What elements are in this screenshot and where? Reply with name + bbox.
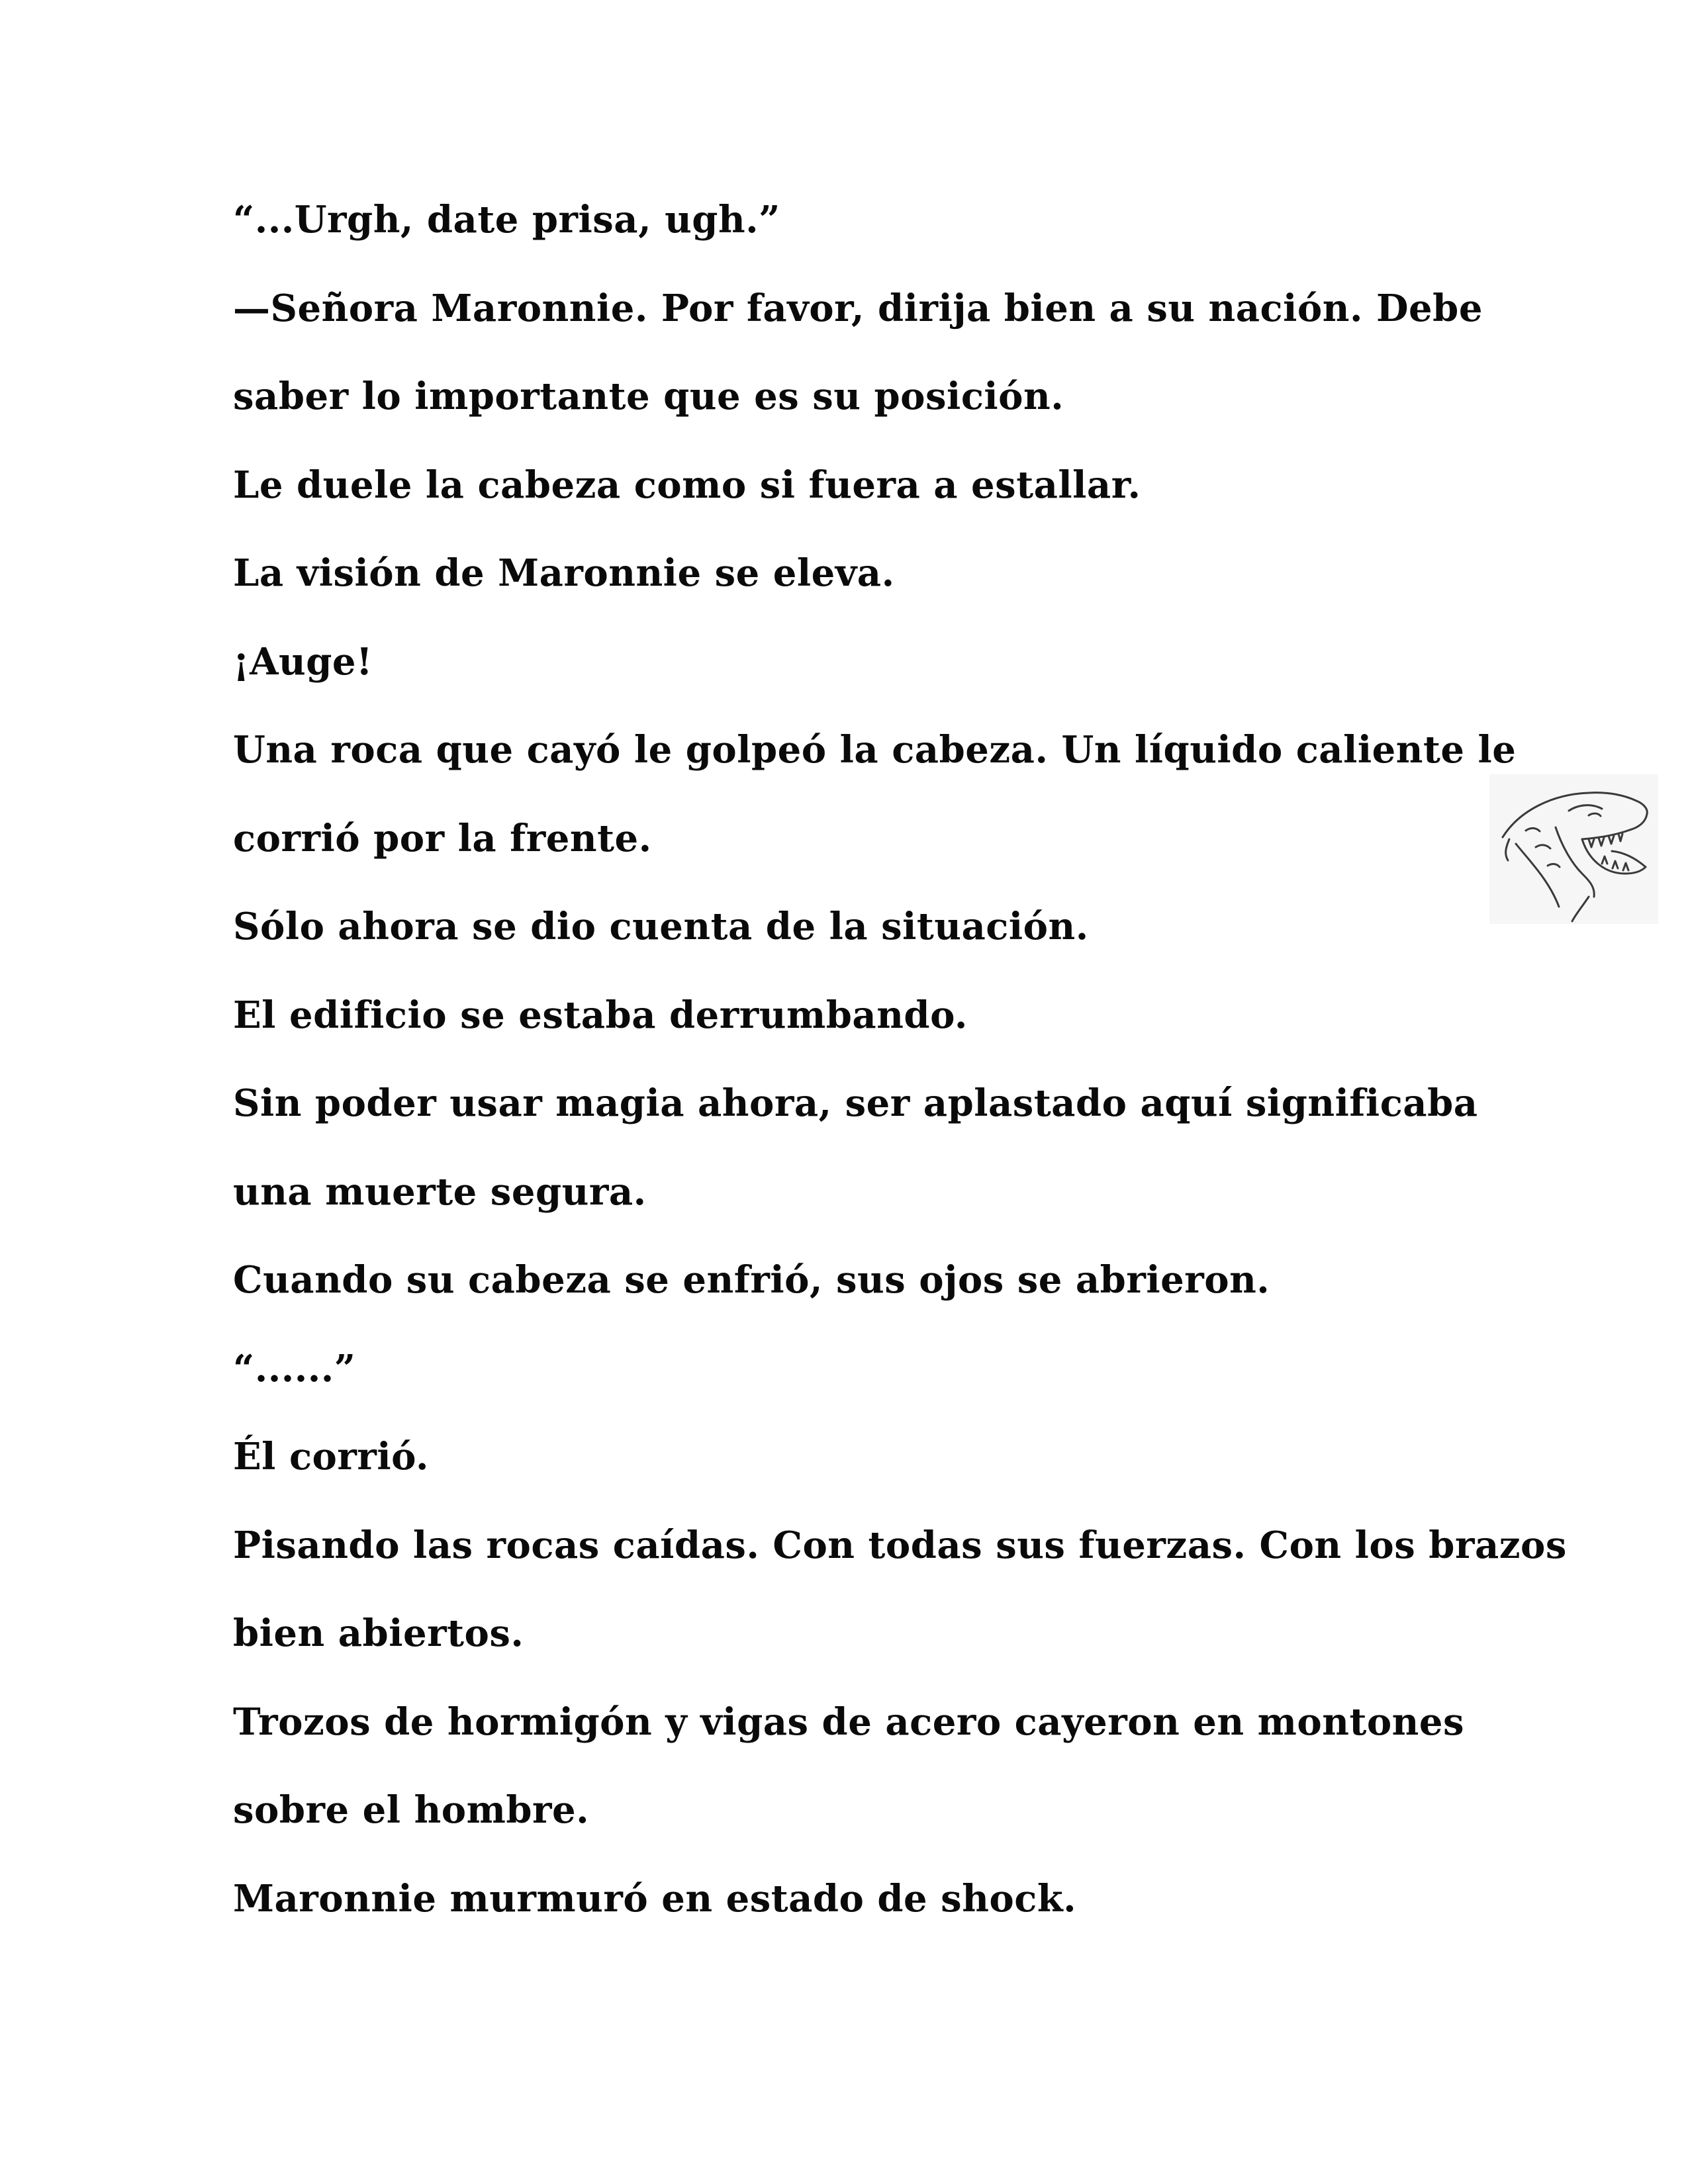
document-body xyxy=(233,198,1567,1966)
text-line: saber lo importante que es su posición. xyxy=(233,375,1064,418)
dinosaur-head-icon xyxy=(1489,774,1658,924)
text-line: bien abiertos. xyxy=(233,1612,524,1655)
text-line: Maronnie murmuró en estado de shock. xyxy=(233,1876,1077,1921)
text-line: Le duele la cabeza como si fuera a estallar. xyxy=(233,463,1141,507)
text-line: Sin poder usar magia ahora, ser aplastado aquí significaba xyxy=(233,1081,1478,1125)
text-line: Sólo ahora se dio cuenta de la situación. xyxy=(233,905,1089,948)
text-line: Pisando las rocas caídas. Con todas sus fuerzas. Con los brazos xyxy=(233,1523,1567,1567)
text-line: corrió por la frente. xyxy=(233,816,652,860)
text-line: sobre el hombre. xyxy=(233,1788,590,1832)
text-line: Cuando su cabeza se enfrió, sus ojos se abrieron. xyxy=(233,1258,1270,1302)
text-line: “......” xyxy=(233,1346,356,1390)
text-line: Una roca que cayó le golpeó la cabeza. Un líquido caliente le xyxy=(233,728,1517,772)
text-line: Trozos de hormigón y vigas de acero cayeron en montones xyxy=(233,1700,1465,1744)
text-line: ¡Auge! xyxy=(233,639,373,684)
text-line: —Señora Maronnie. Por favor, dirija bien a su nación. Debe xyxy=(233,286,1483,330)
text-line: una muerte segura. xyxy=(233,1169,647,1214)
text-line: “...Urgh, date prisa, ugh.” xyxy=(233,198,780,242)
text-line: La visión de Maronnie se eleva. xyxy=(233,551,895,595)
text-line: El edificio se estaba derrumbando. xyxy=(233,993,968,1037)
text-line: Él corrió. xyxy=(233,1435,430,1479)
